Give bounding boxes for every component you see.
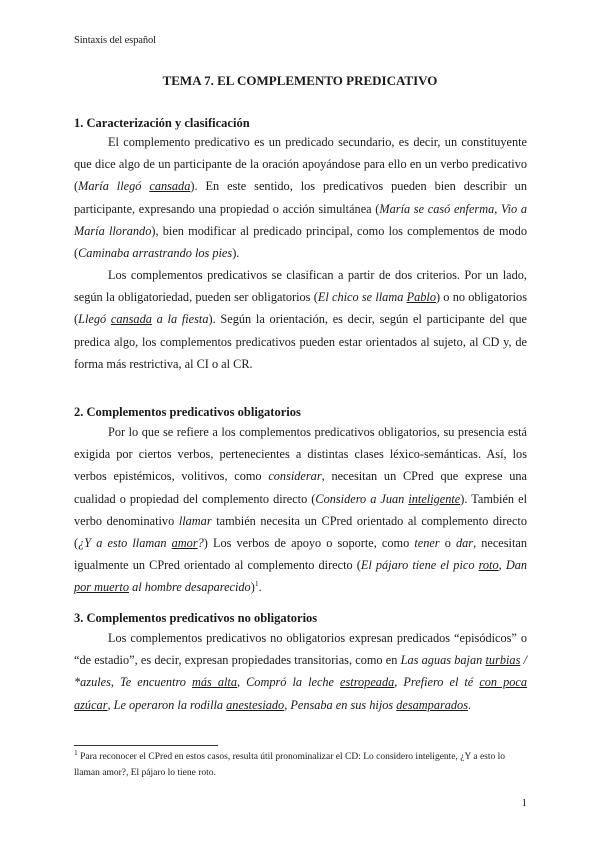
section-3-title: 3. Complementos predicativos no obligatorios xyxy=(74,611,318,625)
footnote-separator xyxy=(74,745,218,746)
section-1-paragraph-1: El complemento predicativo es un predicado secundario, es decir, un constituyente que dice algo de un participante de la oración apoyándose para ello en un verbo predicativo (María llegó cansada). En este sentido, los predicativos pueden bien describir un participante, expresando una propiedad o acción simultánea (María se casó enferma, Vio a María llorando), bien modificar al predicado principal, como los complementos de modo (Caminaba arrastrando los pies). xyxy=(74,135,528,261)
page-title: TEMA 7. EL COMPLEMENTO PREDICATIVO xyxy=(162,73,438,88)
footnote-1: $^1$ Para reconocer el CPred en estos casos, resulta útil pronominalizar el CD: Lo considero inteligente, ¿Y a esto lo llaman amor?, El pájaro lo tiene roto. xyxy=(74,747,506,778)
section-1-paragraph-2: Los complementos predicativos se clasifican a partir de dos criterios. Por un lado, según la obligatoriedad, pueden ser obligatorios (El chico se llama Pablo) o no obligatorios (Llegó cansada a la fiesta). Según la orientación, es decir, según el participante del que predica algo, los complementos predicativos pueden estar orientados al sujeto, al CD y, de forma más restrictiva, al CI o al CR. xyxy=(74,268,527,371)
running-header: Sintaxis del español xyxy=(74,35,156,46)
section-2-paragraph-1: Por lo que se refiere a los complementos predicativos obligatorios, su presencia está exigida por ciertos verbos, pertenecientes a distintas clases léxico-semánticas. Así, los verbos epistémicos, volitivos, como considerar, necesitan un CPred que exprese una cualidad o propiedad del complemento directo (Considero a Juan inteligente). También el verbo denominativo llamar también necesita un CPred orientado al complemento directo (¿Y a esto llaman amor?) Los verbos de apoyo o soporte, como tener o dar, necesitan igualmente un CPred orientado al complemento directo (El pájaro tiene el pico roto, Dan por muerto al hombre desaparecido)$^1$. xyxy=(74,425,527,595)
section-1-title: 1. Caracterización y clasificación xyxy=(74,116,250,130)
section-3-paragraph-1: Los complementos predicativos no obligatorios expresan predicados “episódicos” o “de estadio”, es decir, expresan propiedades transitorias, como en Las aguas bajan turbias / *azules, Te encuentro más alta, Compró la leche estropeada, Prefiero el té con poca azúcar, Le operaron la rodilla anestesiado, Pensaba en sus hijos desamparados. xyxy=(74,631,528,712)
section-2-title: 2. Complementos predicativos obligatorios xyxy=(74,405,301,419)
page-number: 1 xyxy=(521,797,527,809)
